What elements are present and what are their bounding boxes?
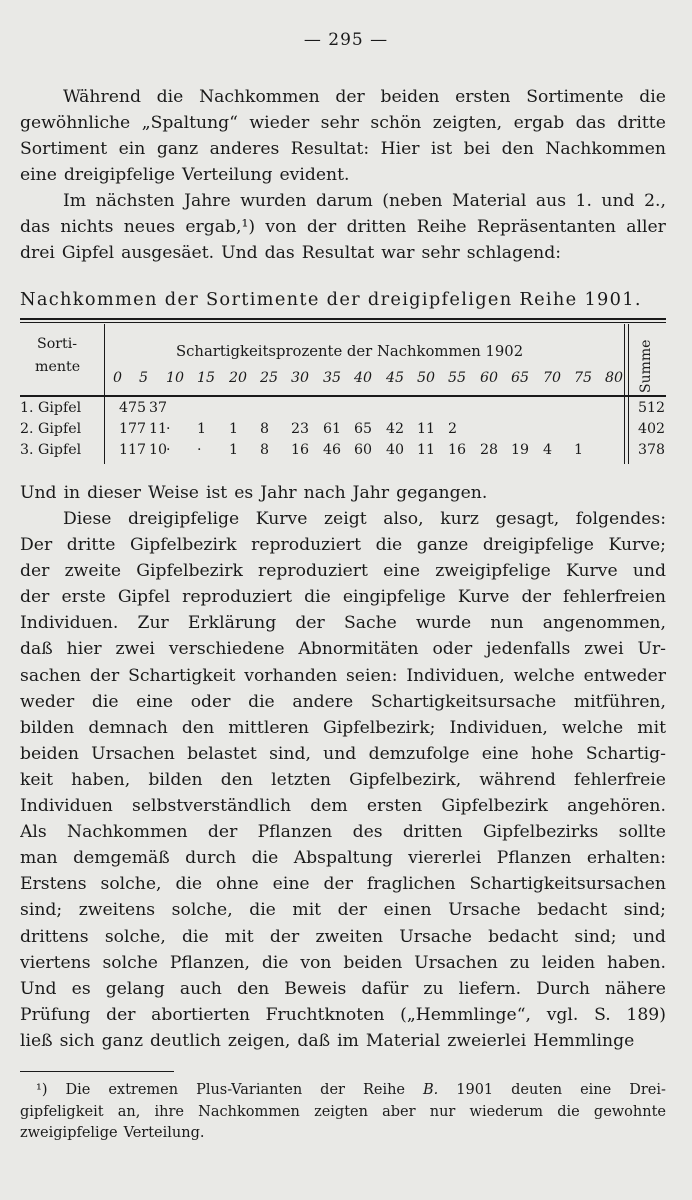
table-vline-right-2 <box>628 324 629 464</box>
text-line: keit haben, bilden den letzten Gipfelbezirk, während fehlerfreie <box>20 769 666 790</box>
text-line: Diese dreigipfelige Kurve zeigt also, kurz gesagt, folgendes: <box>63 509 666 529</box>
paragraph-4 <box>20 506 666 1054</box>
table-cell: · <box>197 442 202 458</box>
percent-column-header: 20 <box>229 370 248 386</box>
percent-column-header: 5 <box>139 370 149 386</box>
text-line: der zweite Gipfelbezirk reproduziert eine zweigipfelige Kurve und <box>20 561 666 582</box>
text-line: Als Nachkommen der Pflanzen des dritten Gipfelbezirks sollte <box>20 822 666 843</box>
table-cell: 16 <box>448 442 467 458</box>
table-cell: 4 <box>543 442 553 458</box>
percent-column-header: 15 <box>197 370 216 386</box>
table-cell: 1 <box>229 442 239 458</box>
table-cell: 46 <box>323 442 342 458</box>
text-line: ließ sich ganz deutlich zeigen, daß im Material zweierlei Hemmlinge <box>20 1030 635 1051</box>
text-line: das nichts neues ergab,¹) von der dritten Reihe Repräsentanten aller <box>20 217 666 238</box>
text-line: Erstens solche, die ohne eine der fraglichen Schartigkeitsursachen <box>20 874 666 895</box>
text-line: man demgemäß durch die Abspaltung viererlei Pflanzen erhalten: <box>20 848 666 869</box>
summe-header: Summe <box>638 339 654 393</box>
text-line: daß hier zwei verschiedene Abnormitäten oder jedenfalls zwei Ur- <box>20 639 666 660</box>
table-cell: · <box>166 421 171 437</box>
row-label: 1. Gipfel <box>20 400 82 416</box>
percent-column-header: 35 <box>323 370 342 386</box>
table-cell: 11 <box>149 421 168 437</box>
percent-column-header: 40 <box>354 370 373 386</box>
table-cell: 42 <box>386 421 405 437</box>
row-label: 2. Gipfel <box>20 421 82 437</box>
table-cell: 8 <box>260 442 270 458</box>
text-line: Im nächsten Jahre wurden darum (neben Material aus 1. und 2., <box>63 191 666 211</box>
text-line: sind; zweitens solche, die mit der einen Ursache bedacht sind; <box>20 900 666 921</box>
percent-column-header: 25 <box>260 370 279 386</box>
row-sum: 512 <box>638 400 666 416</box>
table-title: Nachkommen der Sortimente der dreigipfeligen Reihe 1901. <box>20 289 642 310</box>
table-cell: 1 <box>197 421 207 437</box>
row-sum: 378 <box>638 442 666 458</box>
text-line: sachen der Schartigkeit vorhanden seien: Individuen, welche entweder <box>20 665 666 686</box>
text-line: viertens solche Pflanzen, die von beiden Ursachen zu leiden haben. <box>20 952 666 973</box>
table-cell: 11 <box>417 442 436 458</box>
table-cell: 61 <box>323 421 342 437</box>
percent-column-header: 55 <box>448 370 467 386</box>
table-cell: 475 <box>119 400 147 416</box>
table-cell: 1 <box>229 421 239 437</box>
table-cell: 23 <box>291 421 310 437</box>
percent-column-header: 65 <box>511 370 530 386</box>
table-cell: 117 <box>119 442 147 458</box>
text-line: Der dritte Gipfelbezirk reproduziert die ganze dreigipfelige Kurve; <box>20 535 666 556</box>
row-sum: 402 <box>638 421 666 437</box>
text-line: Während die Nachkommen der beiden ersten Sortimente die <box>63 87 666 107</box>
paragraph-2 <box>20 188 666 266</box>
table-cell: 11 <box>417 421 436 437</box>
paragraph-1 <box>20 84 666 188</box>
sortimente-header-2: mente <box>35 359 81 375</box>
table-top-rule <box>20 318 666 320</box>
paragraph-3 <box>20 480 666 506</box>
table-header-rule <box>20 395 666 397</box>
table-vline-right <box>624 324 625 464</box>
percent-column-header: 70 <box>543 370 562 386</box>
text-line: Sortiment ein ganz anderes Resultat: Hier ist bei den Nachkommen <box>20 139 666 160</box>
table-cell: 16 <box>291 442 310 458</box>
table-cell: 10 <box>149 442 168 458</box>
text-line: Und in dieser Weise ist es Jahr nach Jahr gegangen. <box>20 483 488 503</box>
table-cell: 177 <box>119 421 147 437</box>
text-line: Individuen selbstverständlich dem ersten Gipfelbezirk angehören. <box>20 796 666 817</box>
text-line: weder die eine oder die andere Schartigkeitsursache mitführen, <box>20 691 666 712</box>
table-top-rule-inner <box>20 322 666 323</box>
footnote-rule <box>20 1071 174 1072</box>
table-cell: 1 <box>574 442 584 458</box>
group-header: Schartigkeitsprozente der Nachkommen 1902 <box>176 343 524 360</box>
percent-column-header: 50 <box>417 370 436 386</box>
text-line: Individuen. Zur Erklärung der Sache wurde nun angenommen, <box>20 613 666 634</box>
row-label: 3. Gipfel <box>20 442 82 458</box>
text-line: bilden demnach den mittleren Gipfelbezirk; Individuen, welche mit <box>20 717 666 738</box>
percent-column-header: 75 <box>574 370 593 386</box>
percent-column-header: 80 <box>605 370 624 386</box>
text-line: drittens solche, die mit der zweiten Ursache bedacht sind; und <box>20 926 666 947</box>
footnote <box>20 1080 666 1145</box>
text-line: eine dreigipfelige Verteilung evident. <box>20 165 350 186</box>
text-line: der erste Gipfel reproduziert die eingipfelige Kurve der fehlerfreien <box>20 587 666 608</box>
table-cell: · <box>166 442 171 458</box>
percent-column-header: 60 <box>480 370 499 386</box>
table-cell: 37 <box>149 400 168 416</box>
text-line: drei Gipfel ausgesäet. Und das Resultat war sehr schlagend: <box>20 243 562 264</box>
table-cell: 2 <box>448 421 458 437</box>
footnote-line: zweigipfelige Verteilung. <box>20 1125 205 1141</box>
table-cell: 65 <box>354 421 373 437</box>
sortimente-header-1: Sorti- <box>37 336 78 352</box>
percent-column-header: 45 <box>386 370 405 386</box>
percent-column-header: 0 <box>113 370 123 386</box>
table-cell: 8 <box>260 421 270 437</box>
text-line: Prüfung der abortierten Fruchtknoten („Hemmlinge“, vgl. S. 189) <box>20 1004 666 1025</box>
table-cell: 40 <box>386 442 405 458</box>
text-line: Und es gelang auch den Beweis dafür zu liefern. Durch nähere <box>20 978 666 999</box>
table-vline-left <box>104 324 105 464</box>
table-cell: 60 <box>354 442 373 458</box>
text-line: gewöhnliche „Spaltung“ wieder sehr schön zeigten, ergab das dritte <box>20 113 666 134</box>
percent-column-header: 10 <box>166 370 185 386</box>
table-cell: 28 <box>480 442 499 458</box>
table-cell: 19 <box>511 442 530 458</box>
percent-column-header: 30 <box>291 370 310 386</box>
footnote-line: ¹) Die extremen Plus-Varianten der Reihe B. 1901 deuten eine Drei- <box>36 1082 666 1098</box>
footnote-line: gipfeligkeit an, ihre Nachkommen zeigten aber nur wiederum die gewohnte <box>20 1103 666 1120</box>
page-number: — 295 — <box>303 30 389 50</box>
text-line: beiden Ursachen belastet sind, und demzufolge eine hohe Schartig- <box>20 743 666 764</box>
